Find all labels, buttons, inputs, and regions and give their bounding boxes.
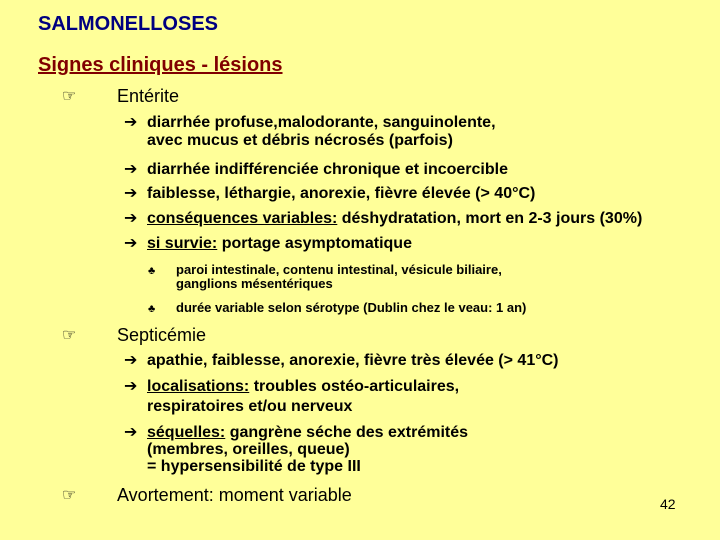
arrow-right-icon: ➔ [124,378,138,395]
arrow-right-icon: ➔ [124,161,138,178]
bullet-label: séquelles: [147,424,226,441]
arrow-right-icon: ➔ [124,424,138,441]
arrow-right-icon: ➔ [124,210,138,227]
section-heading-avortement: Avortement: moment variable [117,485,352,505]
slide-subtitle: Signes cliniques - lésions [38,54,283,76]
arrow-right-icon: ➔ [124,114,138,131]
arrow-right-icon: ➔ [124,235,138,252]
sub-bullet-text: durée variable selon sérotype (Dublin chez le veau: 1 an) [176,300,527,315]
arrow-right-icon: ➔ [124,185,138,202]
slide-title: SALMONELLOSES [38,13,219,35]
club-bullet-icon: ♣ [148,265,156,277]
pointing-hand-icon: ☞ [62,487,77,504]
bullet-text [147,425,468,441]
bullet-text [147,236,412,252]
bullet-text: diarrhée profuse,malodorante, sanguinolente, [147,114,496,131]
page-number: 42 [660,496,676,512]
bullet-text-continued: respiratoires et/ou nerveux [147,398,353,415]
bullet-text: faiblesse, léthargie, anorexie, fièvre élevée (> 40°C) [147,185,536,202]
pointing-hand-icon: ☞ [62,327,77,344]
bullet-label: localisations: [147,378,250,395]
bullet-rest: portage asymptomatique [217,235,412,252]
section-heading-septicemie: Septicémie [117,325,207,345]
bullet-label: si survie: [147,235,218,252]
bullet-text [147,211,642,227]
sub-bullet-text-continued: ganglions mésentériques [176,276,333,291]
bullet-rest: gangrène séche des extrémités [225,424,469,441]
arrow-right-icon: ➔ [124,352,138,369]
bullet-text-continued: (membres, oreilles, queue) [147,441,350,458]
club-bullet-icon: ♣ [148,303,156,315]
section-heading-enterite: Entérite [117,86,180,106]
bullet-text: apathie, faiblesse, anorexie, fièvre très élevée (> 41°C) [147,352,559,369]
bullet-rest: troubles ostéo-articulaires, [249,378,460,395]
bullet-text-continued: = hypersensibilité de type III [147,458,361,475]
bullet-rest: déshydratation, mort en 2-3 jours (30%) [337,210,643,227]
bullet-text [147,379,459,395]
bullet-label: conséquences variables: [147,210,338,227]
pointing-hand-icon: ☞ [62,88,77,105]
sub-bullet-text: paroi intestinale, contenu intestinal, vésicule biliaire, [176,262,502,277]
bullet-text-continued: avec mucus et débris nécrosés (parfois) [147,132,453,149]
bullet-text: diarrhée indifférenciée chronique et incoercible [147,161,508,178]
